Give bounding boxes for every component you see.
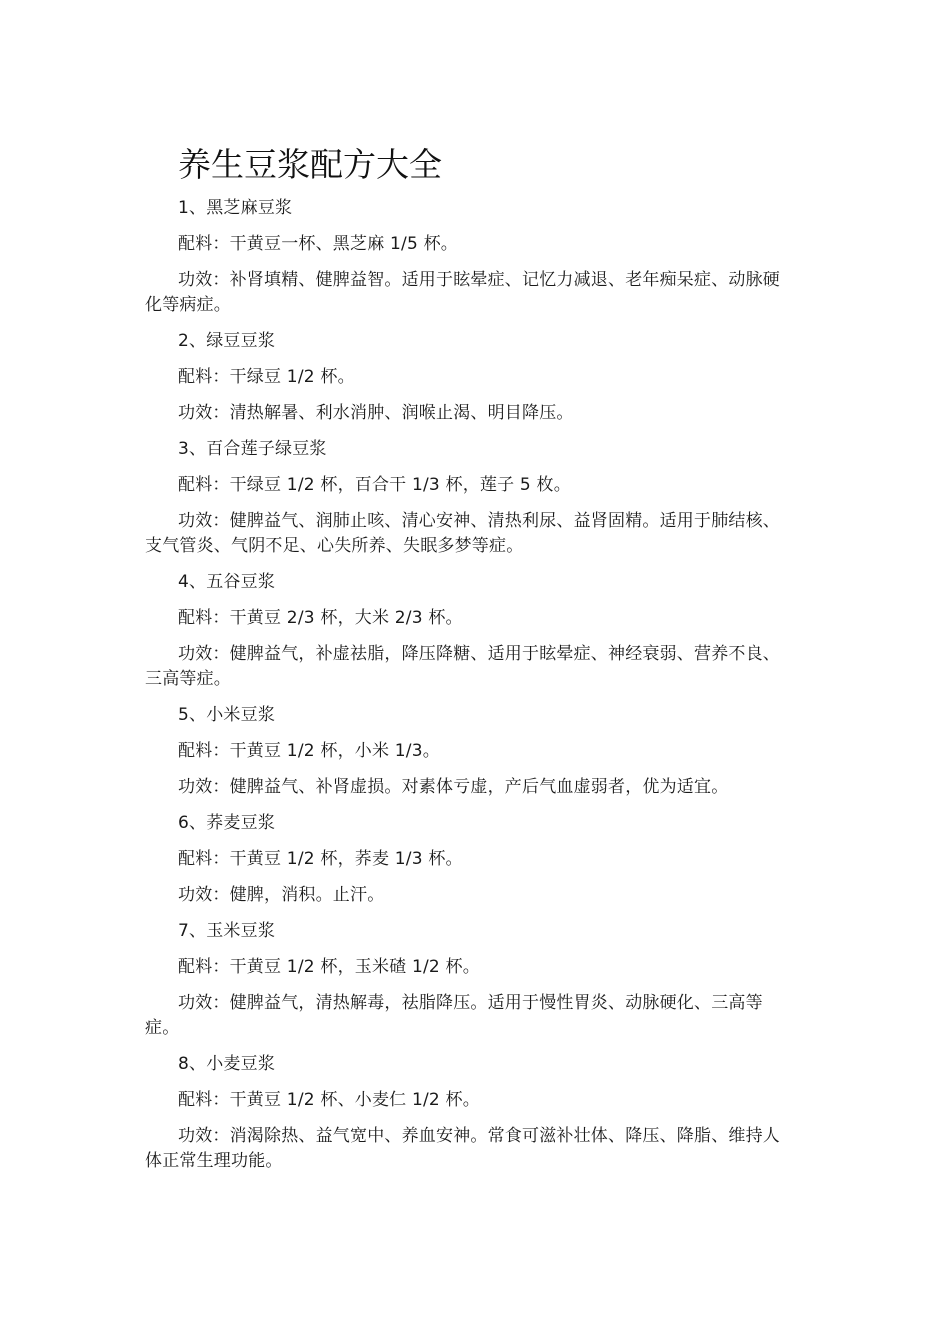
recipe-heading: 2、绿豆豆浆 xyxy=(178,331,276,351)
document-title: 养生豆浆配方大全 xyxy=(178,145,442,184)
recipe-ingredients: 配料：干黄豆 2/3 杯，大米 2/3 杯。 xyxy=(178,608,463,628)
recipe-effects: 功效：清热解暑、利水消肿、润喉止渴、明目降压。 xyxy=(178,403,574,423)
recipe-effects: 功效：健脾益气，补虚祛脂，降压降糖、适用于眩晕症、神经衰弱、营养不良、三高等症。 xyxy=(145,644,780,689)
recipe-ingredients: 配料：干黄豆 1/2 杯，玉米碴 1/2 杯。 xyxy=(178,957,480,977)
recipe-effects: 功效：健脾益气，清热解毒，祛脂降压。适用于慢性胃炎、动脉硬化、三高等症。 xyxy=(145,993,763,1038)
recipe-ingredients: 配料：干黄豆 1/2 杯，小米 1/3。 xyxy=(178,741,440,761)
recipe-effects: 功效：健脾益气、润肺止咳、清心安神、清热利尿、益肾固精。适用于肺结核、支气管炎、气阴不足、心失所养、失眠多梦等症。 xyxy=(145,511,780,556)
recipe-ingredients: 配料：干黄豆一杯、黑芝麻 1/5 杯。 xyxy=(178,234,458,254)
recipe-effects: 功效：健脾，消积。止汗。 xyxy=(178,885,385,905)
recipe-effects: 功效：补肾填精、健脾益智。适用于眩晕症、记忆力减退、老年痴呆症、动脉硬化等病症。 xyxy=(145,270,780,315)
recipe-effects: 功效：健脾益气、补肾虚损。对素体亏虚，产后气血虚弱者，优为适宜。 xyxy=(178,777,729,797)
recipe-effects: 功效：消渴除热、益气宽中、养血安神。常食可滋补壮体、降压、降脂、维持人体正常生理功能。 xyxy=(145,1126,780,1171)
recipe-ingredients: 配料：干绿豆 1/2 杯。 xyxy=(178,367,355,387)
recipe-heading: 1、黑芝麻豆浆 xyxy=(178,198,293,218)
recipe-heading: 4、五谷豆浆 xyxy=(178,572,276,592)
document-page xyxy=(145,140,795,1185)
recipe-heading: 7、玉米豆浆 xyxy=(178,921,276,941)
recipe-heading: 6、荞麦豆浆 xyxy=(178,813,276,833)
recipe-heading: 3、百合莲子绿豆浆 xyxy=(178,439,327,459)
recipe-heading: 8、小麦豆浆 xyxy=(178,1054,276,1074)
recipe-ingredients: 配料：干黄豆 1/2 杯、小麦仁 1/2 杯。 xyxy=(178,1090,480,1110)
recipe-ingredients: 配料：干绿豆 1/2 杯，百合干 1/3 杯，莲子 5 枚。 xyxy=(178,475,571,495)
recipe-heading: 5、小米豆浆 xyxy=(178,705,276,725)
recipe-ingredients: 配料：干黄豆 1/2 杯，荞麦 1/3 杯。 xyxy=(178,849,463,869)
